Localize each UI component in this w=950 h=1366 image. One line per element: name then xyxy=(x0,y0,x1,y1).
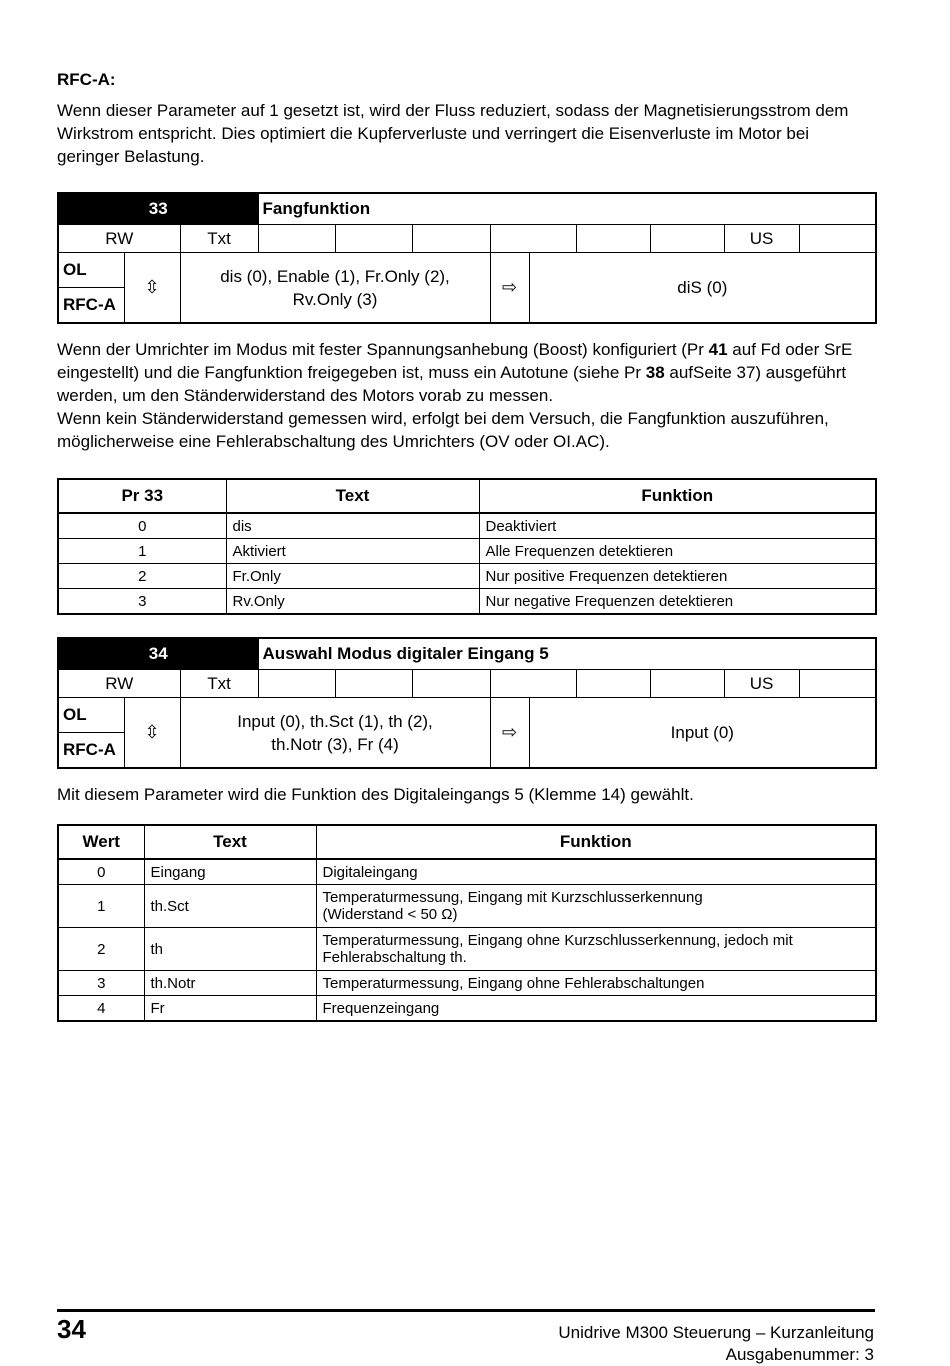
range-line-2: Rv.Only (3) xyxy=(292,289,378,309)
flag-empty xyxy=(490,225,576,253)
desc-ref: 41 xyxy=(708,340,728,359)
cell-function xyxy=(316,971,876,996)
param-34-description xyxy=(57,783,874,806)
flag-rw: RW xyxy=(58,670,180,698)
param-33-table xyxy=(57,192,877,324)
function-line: Temperaturmessung, Eingang mit Kurzschlusserkennung xyxy=(322,889,703,906)
mode-rfca: RFC-A xyxy=(58,733,124,769)
param-title: Auswahl Modus digitaler Eingang 5 xyxy=(258,638,876,670)
cell-text: Eingang xyxy=(144,859,316,885)
cell-text: th.Notr xyxy=(144,971,316,996)
param-range xyxy=(180,698,490,769)
param-range xyxy=(180,253,490,324)
range-line-2: th.Notr (3), Fr (4) xyxy=(271,734,399,754)
table-row xyxy=(58,564,876,589)
desc-ref: 38 xyxy=(645,363,665,382)
cell-value: 0 xyxy=(58,859,144,885)
param-number: 34 xyxy=(58,638,258,670)
param-default: diS (0) xyxy=(529,253,876,324)
cell-function xyxy=(316,996,876,1022)
flag-us: US xyxy=(724,670,799,698)
cell-function: Nur negative Frequenzen detektieren xyxy=(479,589,876,615)
page-number: 34 xyxy=(57,1314,86,1344)
intro-paragraph: Wenn dieser Parameter auf 1 gesetzt ist, wird der Fluss reduziert, sodass der Magnetisierungsstrom dem Wirkstrom entspricht. Dies optimiert die Kupferverluste und verringert die Eisenverluste im Motor bei geringer Belastung. xyxy=(57,101,849,166)
flag-empty xyxy=(335,670,412,698)
desc-paragraph: Mit diesem Parameter wird die Funktion des Digitaleingangs 5 (Klemme 14) gewählt. xyxy=(57,785,694,804)
param-34-values-table xyxy=(57,824,877,1022)
cell-function: Deaktiviert xyxy=(479,513,876,539)
default-arrow-icon: ⇨ xyxy=(490,253,529,324)
cell-value: 1 xyxy=(58,539,226,564)
table-row xyxy=(58,513,876,539)
function-line: Frequenzeingang xyxy=(322,999,440,1017)
function-line: (Widerstand < 50 Ω) xyxy=(322,906,458,923)
desc-text: auf Fd oder SrE eingestellt) und die Fangfunktion freigegeben ist, muss ein Autotune (siehe Pr xyxy=(57,340,853,382)
cell-function xyxy=(316,885,876,928)
flag-empty xyxy=(576,670,650,698)
column-header: Text xyxy=(144,825,316,859)
flag-empty xyxy=(258,670,335,698)
range-line-1: dis (0), Enable (1), Fr.Only (2), xyxy=(220,266,450,286)
cell-value: 4 xyxy=(58,996,144,1022)
column-header: Text xyxy=(226,479,479,513)
param-33-values-table xyxy=(57,478,877,615)
range-line-1: Input (0), th.Sct (1), th (2), xyxy=(237,711,433,731)
intro-section xyxy=(57,68,874,168)
flag-txt: Txt xyxy=(180,670,258,698)
mode-rfca: RFC-A xyxy=(58,288,124,324)
document-title: Unidrive M300 Steuerung – Kurzanleitung xyxy=(558,1323,874,1342)
function-line: Temperaturmessung, Eingang ohne Kurzschlusserkennung, jedoch mit xyxy=(322,932,793,949)
cell-text: dis xyxy=(226,513,479,539)
cell-text: Fr.Only xyxy=(226,564,479,589)
flag-empty xyxy=(650,225,724,253)
cell-value: 3 xyxy=(58,971,144,996)
mode-ol: OL xyxy=(58,698,124,733)
table-header-row xyxy=(58,479,876,513)
column-header: Pr 33 xyxy=(58,479,226,513)
footer-rule xyxy=(57,1309,875,1312)
flag-empty xyxy=(258,225,335,253)
mode-ol: OL xyxy=(58,253,124,288)
footer-info xyxy=(558,1322,874,1366)
flag-empty xyxy=(576,225,650,253)
param-number: 33 xyxy=(58,193,258,225)
cell-text: th.Sct xyxy=(144,885,316,928)
desc-paragraph-2: Wenn kein Ständerwiderstand gemessen wird, erfolgt bei dem Versuch, die Fangfunktion auszuführen, möglicherweise eine Fehlerabschaltung des Umrichters (OV oder OI.AC). xyxy=(57,409,829,451)
bipolar-arrow-icon: ⇳ xyxy=(124,698,180,769)
function-line: Fehlerabschaltung th. xyxy=(322,949,467,966)
default-arrow-icon: ⇨ xyxy=(490,698,529,769)
cell-value: 3 xyxy=(58,589,226,615)
cell-function: Alle Frequenzen detektieren xyxy=(479,539,876,564)
column-header: Funktion xyxy=(479,479,876,513)
flag-empty xyxy=(799,670,876,698)
table-row xyxy=(58,885,876,928)
flag-rw: RW xyxy=(58,225,180,253)
cell-function: Nur positive Frequenzen detektieren xyxy=(479,564,876,589)
function-line: Temperaturmessung, Eingang ohne Fehlerabschaltungen xyxy=(322,974,705,992)
flag-us: US xyxy=(724,225,799,253)
flag-empty xyxy=(490,670,576,698)
flag-empty xyxy=(799,225,876,253)
column-header: Funktion xyxy=(316,825,876,859)
cell-value: 2 xyxy=(58,928,144,971)
desc-paragraph-1 xyxy=(57,338,874,407)
cell-value: 2 xyxy=(58,564,226,589)
cell-value: 0 xyxy=(58,513,226,539)
desc-text: Wenn der Umrichter im Modus mit fester Spannungsanhebung (Boost) konfiguriert (Pr xyxy=(57,340,709,359)
table-row xyxy=(58,589,876,615)
param-default: Input (0) xyxy=(529,698,876,769)
table-row xyxy=(58,971,876,996)
table-row xyxy=(58,996,876,1022)
issue-number: Ausgabenummer: 3 xyxy=(725,1345,874,1364)
flag-empty xyxy=(335,225,412,253)
cell-value: 1 xyxy=(58,885,144,928)
flag-empty xyxy=(650,670,724,698)
bipolar-arrow-icon: ⇳ xyxy=(124,253,180,324)
flag-empty xyxy=(412,225,490,253)
desc-text: aufSeite 37) ausgeführt werden, um den Ständerwiderstand des Motors vorab zu messen. xyxy=(57,363,847,405)
cell-text: Fr xyxy=(144,996,316,1022)
cell-text: th xyxy=(144,928,316,971)
param-title: Fangfunktion xyxy=(258,193,876,225)
cell-function xyxy=(316,859,876,885)
table-row xyxy=(58,928,876,971)
cell-function xyxy=(316,928,876,971)
flag-txt: Txt xyxy=(180,225,258,253)
table-row xyxy=(58,539,876,564)
param-33-description xyxy=(57,338,874,453)
cell-text: Aktiviert xyxy=(226,539,479,564)
table-header-row xyxy=(58,825,876,859)
column-header: Wert xyxy=(58,825,144,859)
section-heading: RFC-A: xyxy=(57,70,116,89)
function-line: Digitaleingang xyxy=(322,863,418,881)
flag-empty xyxy=(412,670,490,698)
cell-text: Rv.Only xyxy=(226,589,479,615)
param-34-table xyxy=(57,637,877,769)
table-row xyxy=(58,859,876,885)
